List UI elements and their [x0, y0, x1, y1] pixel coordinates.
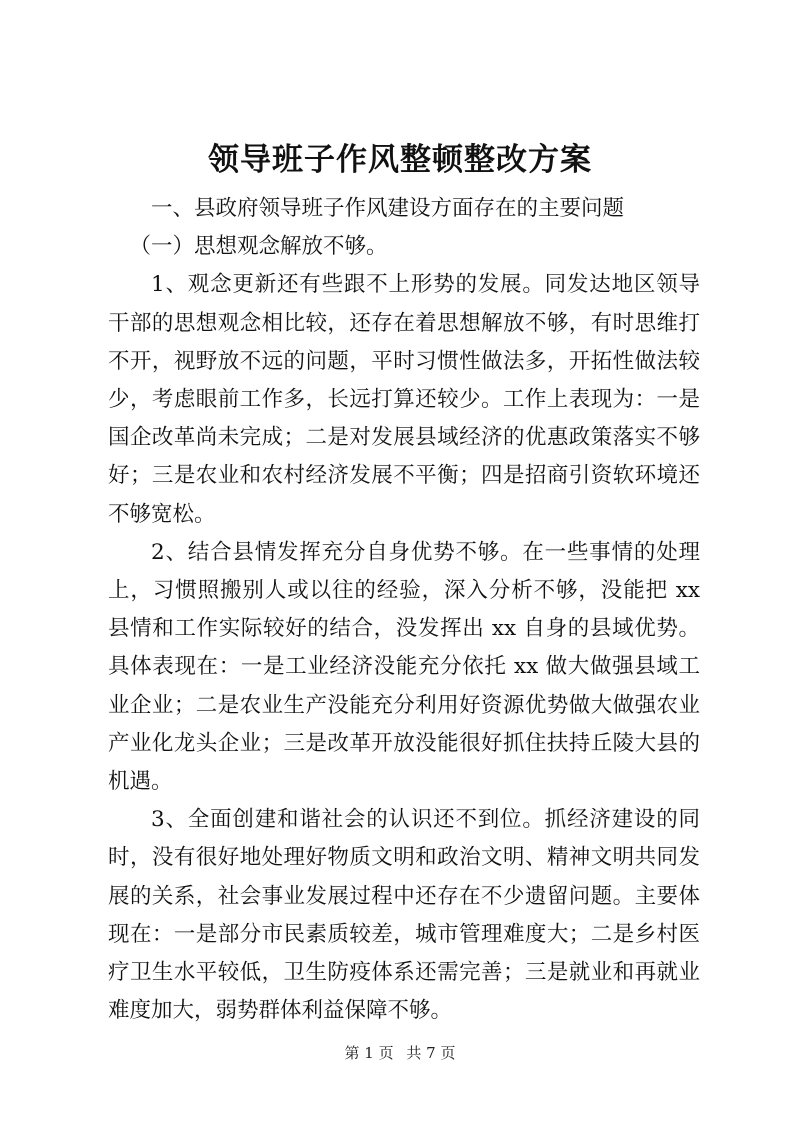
document-title: 领导班子作风整顿整改方案	[208, 142, 592, 178]
body-paragraph: 3、全面创建和谐社会的认识还不到位。抓经济建设的同时，没有很好地处理好物质文明和政治文明、精神文明共同发展的关系，社会事业发展过程中还存在不少遗留问题。主要体现在：一是部分市民素质较差，城市管理难度大；二是乡村医疗卫生水平较低，卫生防疫体系还需完善；三是就业和再就业难度加大，弱势群体利益保障不够。	[108, 807, 700, 1024]
page-number: 第 1 页	[344, 1044, 394, 1062]
page-total: 共 7 页	[406, 1044, 456, 1062]
page-footer	[0, 1043, 800, 1063]
section-heading: 一、县政府领导班子作风建设方面存在的主要问题	[151, 196, 625, 221]
subsection-heading: （一）思想观念解放不够。	[129, 234, 388, 260]
document-body	[108, 190, 700, 1030]
body-paragraph: 2、结合县情发挥充分自身优势不够。在一些事情的处理上，习惯照搬别人或以往的经验，深入分析不够，没能把 xx 县情和工作实际较好的结合，没发挥出 xx 自身的县域优势。具体表现在：一是工业经济没能充分依托 xx 做大做强县域工业企业；二是农业生产没能充分利用好资源优势做大做强农业产业化龙头企业；三是改革开放没能很好抓住扶持丘陵大县的机遇。	[108, 539, 700, 795]
body-paragraph: 1、观念更新还有些跟不上形势的发展。同发达地区领导干部的思想观念相比较，还存在着思想解放不够，有时思维打不开，视野放不远的问题，平时习惯性做法多，开拓性做法较少，考虑眼前工作多，长远打算还较少。工作上表现为：一是国企改革尚未完成；二是对发展县域经济的优惠政策落实不够好；三是农业和农村经济发展不平衡；四是招商引资软环境还不够宽松。	[108, 272, 700, 527]
